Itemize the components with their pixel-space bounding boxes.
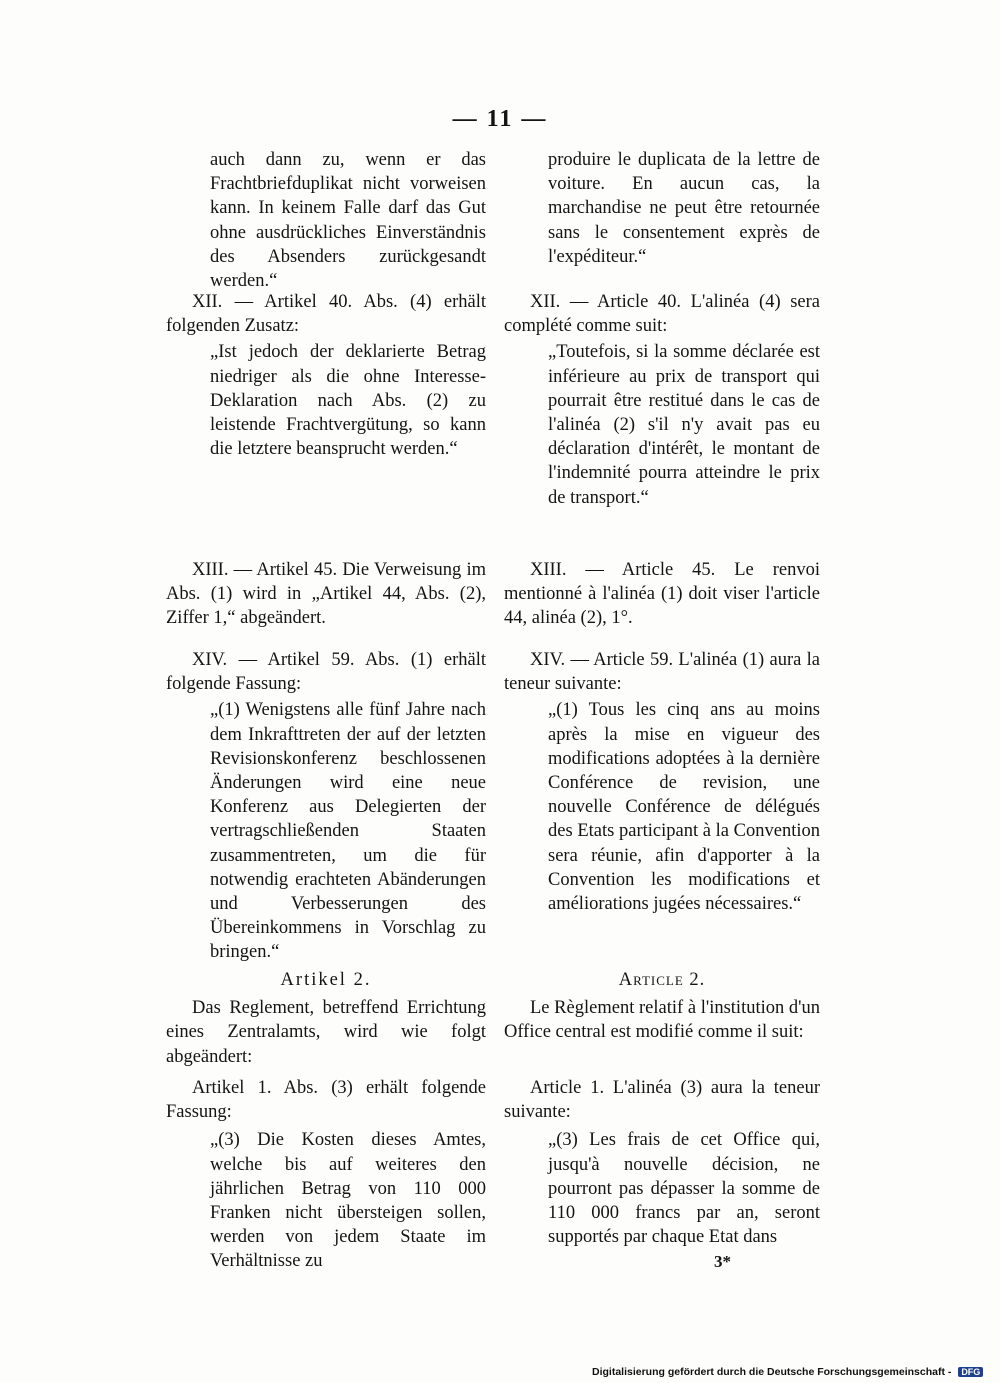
french-intro: produire le duplicata de la lettre de voiture. En aucun cas, la marchandise ne peut être retournée sans le consentement exprès de l'expéditeur.“	[548, 150, 820, 267]
french-article-1-block	[504, 1076, 820, 1249]
german-xii-heading: XII. — Artikel 40. Abs. (4) erhält folgenden Zusatz:	[166, 292, 486, 337]
french-intro-block	[504, 148, 820, 269]
french-xiii-text: XIII. — Article 45. Le renvoi mentionné à l'alinéa (1) doit viser l'article 44, alinéa (2), 1°.	[504, 560, 820, 629]
french-article-2-title: Article 2.	[618, 970, 706, 990]
german-intro: auch dann zu, wenn er das Frachtbriefduplikat nicht vorweisen kann. In keinem Falle darf das Gut ohne ausdrückliches Einverständnis des Absenders zurückgesandt werden.“	[210, 150, 486, 292]
german-article-2-block	[166, 968, 486, 1069]
german-xiv-block	[166, 648, 486, 965]
french-article-2-intro: Le Règlement relatif à l'institution d'un Office central est modifié comme il suit:	[504, 998, 820, 1043]
footer-text: Digitalisierung gefördert durch die Deutsche Forschungsgemeinschaft -	[592, 1366, 952, 1378]
dfg-logo: DFG	[958, 1367, 983, 1377]
french-article-1-quote: „(3) Les frais de cet Office qui, jusqu'à nouvelle décision, ne pourront pas dépasser la somme de 110 000 francs par an, seront supportés par chaque Etat dans	[548, 1130, 820, 1248]
german-article-1-heading: Artikel 1. Abs. (3) erhält folgende Fassung:	[166, 1078, 486, 1123]
german-article-2-intro: Das Reglement, betreffend Errichtung eines Zentralamts, wird wie folgt abgeändert:	[166, 998, 486, 1067]
french-article-2-block	[504, 968, 820, 1045]
german-xiii-block	[166, 558, 486, 631]
french-xiii-block	[504, 558, 820, 631]
french-xii-block	[504, 290, 820, 510]
french-xii-quote: „Toutefois, si la somme déclarée est inférieure au prix de transport qui pourrait être restitué dans le cas de l'alinéa (2) s'il n'y avait pas eu déclaration d'intérêt, le montant de l'indemnité pourra atteindre le prix de transport.“	[548, 342, 820, 508]
german-intro-block	[166, 148, 486, 293]
german-article-2-title: Artikel 2.	[280, 970, 372, 990]
page-number: — 11 —	[452, 106, 548, 132]
french-xiv-block	[504, 648, 820, 916]
digitization-footer	[592, 1366, 983, 1378]
french-xiv-quote: „(1) Tous les cinq ans au moins après la mise en vigueur des modifications adoptées à la dernière Conférence de revision, une nouvelle Conférence de délégués des Etats participant à la Convention sera réunie, afin d'apporter à la Convention les modifications et améliorations jugées nécessaires.“	[548, 700, 820, 915]
german-xiii-text: XIII. — Artikel 45. Die Verweisung im Abs. (1) wird in „Artikel 44, Abs. (2), Ziffer 1,“ abgeändert.	[166, 560, 486, 629]
french-xiv-heading: XIV. — Article 59. L'alinéa (1) aura la teneur suivante:	[504, 650, 820, 695]
french-article-1-heading: Article 1. L'alinéa (3) aura la teneur suivante:	[504, 1078, 820, 1123]
folio-mark: 3*	[714, 1252, 731, 1271]
german-xiv-heading: XIV. — Artikel 59. Abs. (1) erhält folgende Fassung:	[166, 650, 486, 695]
french-xii-heading: XII. — Article 40. L'alinéa (4) sera complété comme suit:	[504, 292, 820, 337]
german-article-1-block	[166, 1076, 486, 1274]
german-xii-block	[166, 290, 486, 461]
german-xiv-quote: „(1) Wenigstens alle fünf Jahre nach dem Inkrafttreten der auf der letzten Revisionskonferenz beschlossenen Änderungen wird eine neue Konferenz aus Delegierten der vertragschließenden Staaten zusammentreten, um die für notwendig erachteten Abänderungen und Verbesserungen des Übereinkommens in Vorschlag zu bringen.“	[210, 700, 486, 963]
german-xii-quote: „Ist jedoch der deklarierte Betrag niedriger als die ohne Interesse-Deklaration nach Abs. (2) zu leistende Frachtvergütung, so kann die letztere beansprucht werden.“	[210, 342, 486, 460]
german-article-1-quote: „(3) Die Kosten dieses Amtes, welche bis auf weiteres den jährlichen Betrag von 110 000 Franken nicht übersteigen sollen, werden von jedem Staate im Verhältnisse zu	[210, 1130, 486, 1272]
